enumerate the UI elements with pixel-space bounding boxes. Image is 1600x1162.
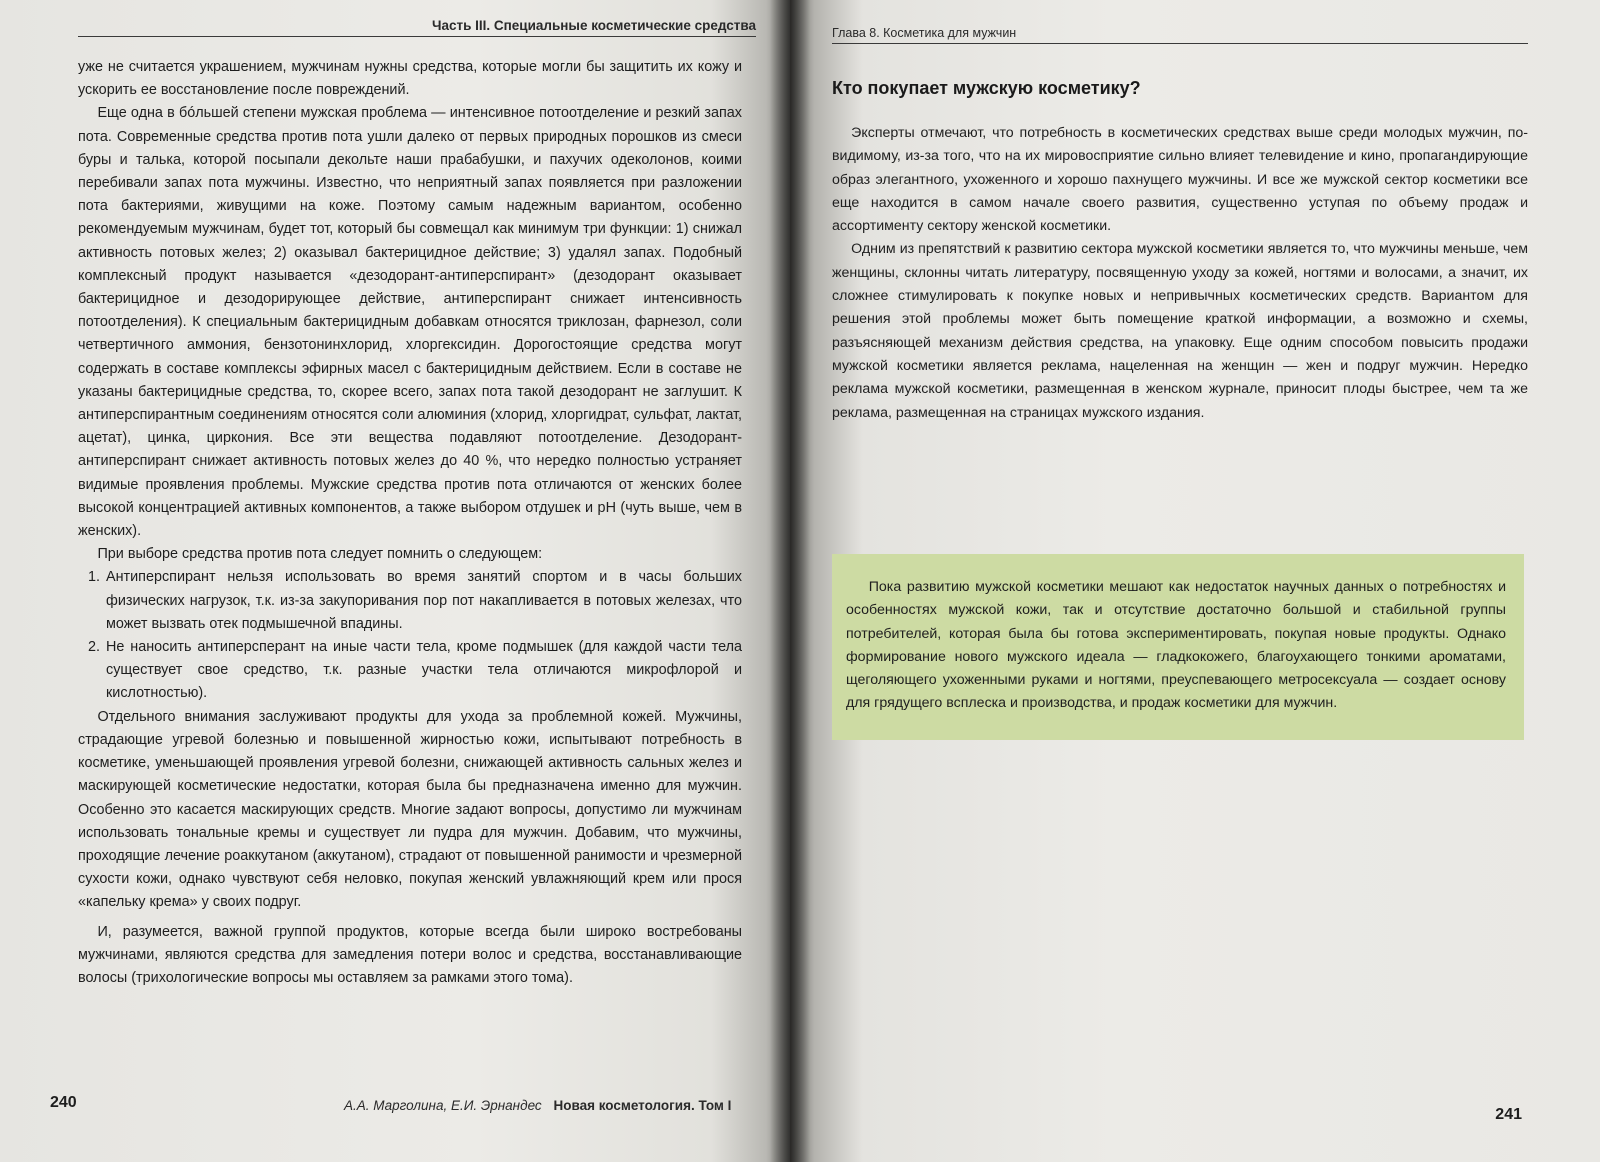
- paragraph: Эксперты отмечают, что потребность в косметических средствах выше среди молодых мужчин, по-видимому, из-за того, что на их мировосприятие сильно влияет телевидение и кино, пропагандирующие образ элегантного, ухоженного и хорошо пахнущего мужчины. И все же мужской сектор косметики все еще находится в самом начале своего развития, существенно уступая по объему продаж и ассортименту сектору женской косметики.: [832, 125, 1528, 235]
- right-page-body: [832, 122, 1528, 425]
- highlight-text: Пока развитию мужской косметики мешают как недостаток научных данных о потребностях и особенностях мужской кожи, так и отсутствие достаточно большой и стабильной группы потребителей, которая была бы готова экспериментировать, покупая новые продукты. Однако формирование нового мужского идеала — гладкокожего, благоухающего тонкими ароматами, щеголяющего ухоженными руками и ногтями, преуспевающего метросексуала — создает основу для грядущего всплеска и производства, и продаж косметики для мужчин.: [846, 579, 1506, 712]
- page-number-right: 241: [1495, 1106, 1522, 1123]
- paragraph: Одним из препятствий к развитию сектора мужской косметики является то, что мужчины меньше, чем женщины, склонны читать литературу, посвященную уходу за кожей, ногтями и волосами, а значит, их сложнее стимулировать к покупке новых и непривычных косметических средств. Вариантом для решения этой проблемы может быть помещение краткой информации, а возможно и схемы, разъясняющей механизм действия средства, на упаковку. Еще одним способом повысить продажи мужской косметики является реклама, нацеленная на женщин — жен и подруг мужчин. Нередко реклама мужской косметики, размещенная в женском журнале, приносит плоды быстрее, чем та же реклама, размещенная на страницах мужского издания.: [832, 241, 1528, 421]
- list-item: 2. Не наносить антиперсперант на иные части тела, кроме подмышек (для каждой части тела существует свое средство, т.к. разные участки тела отличаются микрофлорой и кислотностью).: [104, 636, 742, 706]
- paragraph: И, разумеется, важной группой продуктов, которые всегда были широко востребованы мужчинами, являются средства для замедления потери волос и средства, восстанавливающие волосы (трихологические вопросы мы оставляем за рамками этого тома).: [78, 923, 742, 986]
- right-page: [790, 0, 1600, 1162]
- numbered-list: [78, 566, 742, 705]
- footer-authors: А.А. Марголина, Е.И. Эрнандес: [344, 1098, 542, 1113]
- page-number-left: 240: [50, 1094, 77, 1111]
- running-header-left: Часть III. Специальные косметические средства: [78, 18, 756, 37]
- paragraph: При выборе средства против пота следует помнить о следующем:: [97, 546, 543, 563]
- section-heading: Кто покупает мужскую косметику?: [832, 78, 1141, 98]
- list-item: 1. Антиперспирант нельзя использовать во время занятий спортом и в часы больших физических нагрузок, т.к. из-за закупоривания пор пот накапливается в потовых железах, что может вызвать отек подмышечной впадины.: [104, 566, 742, 636]
- running-header-right: Глава 8. Косметика для мужчин: [832, 26, 1528, 44]
- paragraph: Отдельного внимания заслуживают продукты для ухода за проблемной кожей. Мужчины, страдающие угревой болезнью и повышенной жирностью кожи, испытывают потребность в косметике, уменьшающей проявления угревой болезни, снижающей активность сальных желез и маскирующей косметические недостатки, которая была бы предназначена именно для мужчин. Особенно это касается маскирующих средств. Многие задают вопросы, допустимо ли мужчинам использовать тональные кремы и существует ли пудра для мужчин. Добавим, что мужчины, проходящие лечение роаккутаном (аккутаном), страдают от повышенной ранимости и чрезмерной сухости кожи, однако чувствуют себя неловко, покупая женский увлажняющий крем или прося «капельку крема» у своих подруг.: [78, 708, 742, 911]
- running-footer: [344, 1098, 731, 1113]
- left-page: [0, 0, 790, 1162]
- highlight-box: [832, 554, 1524, 740]
- paragraph: уже не считается украшением, мужчинам нужны средства, которые могли бы защитить их кожу и ускорить ее восстановление после повреждений.: [78, 59, 742, 99]
- paragraph: Еще одна в бóльшей степени мужская проблема — интенсивное потоотделение и резкий запах пота. Современные средства против пота ушли далеко от первых природных порошков из смеси буры и талька, которой посыпали декольте наши прабабушки, и пахучих одеколонов, коими перебивали запах пота мужчины. Известно, что неприятный запах появляется при разложении пота бактериями, живущими на коже. Поэтому самым надежным вариантом, особенно рекомендуемым мужчинам, будет тот, который бы совмещал как минимум три функции: 1) снижал активность потовых желез; 2) оказывал бактерицидное действие; 3) удалял запах. Подобный комплексный продукт называется «дезодорант-антиперспирант» (дезодорант оказывает бактерицидное и дезодорирующее действие, антиперспирант снижает интенсивность потоотделения). К специальным бактерицидным добавкам относятся триклозан, фарнезол, соли четвертичного аммония, бензотонинхлорид, хлоргексидин. Дорогостоящие средства могут содержать в составе комплексы эфирных масел с бактерицидным действием. Если в составе не указаны бактерицидные средства, то, скорее всего, запах пота такой дезодорант не заглушит. К антиперспирантным соединениям относятся соли алюминия (хлорид, хлоргидрат, сульфат, лактат, ацетат), цинка, циркония. Все эти вещества подавляют потоотделение. Дезодорант-антиперспирант снижает активность потовых желез до 40 %, что нередко полностью устраняет видимые проявления проблемы. Мужские средства против пота отличаются от женских более высокой концентрацией активных компонентов, а также выбором отдушек и pH (чуть выше, чем в женских).: [78, 105, 742, 540]
- left-page-body: [78, 56, 742, 990]
- footer-book-title: Новая косметология. Том I: [553, 1098, 732, 1113]
